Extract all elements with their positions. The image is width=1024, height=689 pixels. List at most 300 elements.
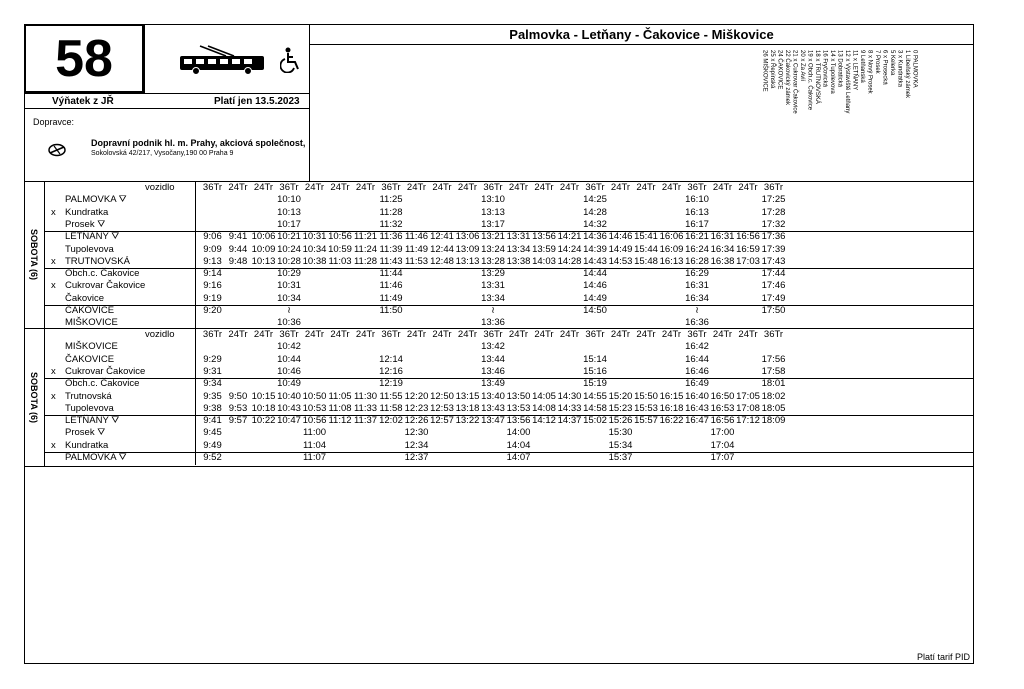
- departure-time: 18:09: [761, 415, 786, 427]
- departure-time: 17:04: [710, 439, 735, 451]
- departure-time: 17:32: [761, 218, 786, 230]
- departure-time: 10:59: [328, 243, 352, 255]
- departure-time: 15:02: [583, 415, 607, 427]
- route-stop: 9 Letňanská: [859, 50, 865, 83]
- departure-time: 9:53: [228, 402, 248, 414]
- departure-time: 14:36: [583, 231, 607, 243]
- stop-name: Kundratka: [65, 439, 109, 451]
- departure-time: 12:44: [430, 243, 454, 255]
- route-stop: 6 x Prosecká: [881, 50, 888, 85]
- departure-time: 16:10: [685, 194, 709, 206]
- vehicle-type: 24Tr: [304, 182, 325, 193]
- vehicle-type: 24Tr: [253, 182, 274, 193]
- stop-name: Obch.c. Čakovice: [65, 378, 140, 390]
- departure-time: 17:58: [761, 365, 786, 377]
- vehicle-type: 24Tr: [508, 182, 529, 193]
- route-stop: 14 x Tupolevova: [829, 50, 835, 94]
- route-stop: 8 x Nový Prosek: [866, 50, 873, 94]
- stop-name: ČAKOVICE: [65, 305, 115, 316]
- departure-time: 10:31: [302, 231, 327, 243]
- departure-time: 15:14: [583, 353, 607, 365]
- departure-time: 16:31: [685, 280, 709, 292]
- departure-time: 17:50: [761, 305, 786, 316]
- departure-time: 9:31: [203, 365, 222, 377]
- departure-time: 9:45: [203, 427, 222, 439]
- departure-time: 17:28: [761, 206, 786, 218]
- departure-time: 11:39: [379, 243, 403, 255]
- on-request-mark: x: [51, 390, 56, 402]
- departure-time: 11:05: [328, 390, 352, 402]
- group-separator: [45, 305, 974, 306]
- departure-time: 11:50: [379, 305, 403, 316]
- departure-time: 13:22: [455, 415, 480, 427]
- departure-time: 10:29: [277, 268, 301, 280]
- departure-time: 12:37: [404, 452, 429, 463]
- departure-time: 13:40: [481, 390, 505, 402]
- departure-time: 16:47: [685, 415, 709, 427]
- route-stop: 0 PALMOVKA: [911, 50, 918, 88]
- excerpt-bar: [24, 93, 310, 109]
- carrier-address: Sokolovská 42/217, Vysočany,190 00 Praha 9: [91, 150, 234, 157]
- departure-time: 11:32: [379, 218, 403, 230]
- departure-time: 10:15: [251, 390, 276, 402]
- departure-time: 9:06: [203, 231, 222, 243]
- departure-time: 9:35: [203, 390, 222, 402]
- excerpt-label: Výňatek z JŘ: [52, 96, 114, 107]
- trolleybus-icon: [178, 44, 266, 76]
- departure-time: 11:25: [379, 194, 403, 206]
- departure-time: 10:46: [277, 365, 301, 377]
- departure-time: 11:28: [353, 255, 378, 267]
- stop-name: ČAKOVICE: [65, 353, 115, 365]
- departure-time: 11:46: [404, 231, 429, 243]
- departure-time: 13:13: [481, 206, 505, 218]
- departure-time: 16:53: [710, 402, 735, 414]
- vehicle-type: 24Tr: [508, 329, 529, 340]
- route-stop: 19 x Obch.c. Čakovice: [806, 50, 813, 111]
- vehicle-type: 36Tr: [687, 182, 707, 193]
- departure-time: 10:18: [251, 402, 276, 414]
- departure-time: 17:08: [736, 402, 760, 414]
- departure-time: 13:34: [506, 243, 531, 255]
- departure-time: 12:50: [430, 390, 454, 402]
- departure-time: 16:36: [685, 317, 709, 329]
- departure-time: 12:23: [404, 402, 429, 414]
- departure-time: 17:46: [761, 280, 786, 292]
- departure-time: 9:34: [203, 378, 222, 390]
- departure-time: 16:59: [736, 243, 760, 255]
- tariff-note: Platí tarif PID: [916, 652, 970, 662]
- vehicle-type: 36Tr: [202, 182, 223, 193]
- day-label-2: SOBOTA (6): [24, 329, 45, 466]
- departure-time: 11:00: [302, 427, 327, 439]
- departure-time: 17:00: [710, 427, 735, 439]
- route-stop: 24 ČAKOVICE: [776, 50, 783, 90]
- departure-time: 15:30: [608, 427, 633, 439]
- route-stop: 3 x Kundratka: [896, 50, 903, 88]
- vehicle-type: 36Tr: [381, 329, 401, 340]
- vehicle-type: 24Tr: [636, 182, 656, 193]
- vehicle-type: 24Tr: [661, 182, 682, 193]
- departure-time: 15:57: [634, 415, 658, 427]
- departure-time: 10:56: [302, 415, 327, 427]
- departure-time: 15:19: [583, 378, 607, 390]
- departure-time: 13:21: [481, 231, 505, 243]
- vehicle-type: 24Tr: [610, 182, 631, 193]
- vehicle-type: 36Tr: [585, 182, 605, 193]
- departure-time: 16:56: [710, 415, 735, 427]
- departure-time: 14:12: [532, 415, 556, 427]
- departure-time: 17:36: [761, 231, 786, 243]
- route-stop: 7 Prosek: [874, 50, 880, 74]
- departure-time: 15:20: [608, 390, 633, 402]
- departure-time: 10:34: [277, 292, 301, 304]
- route-stop: 18 x TRUTNOVSKÁ: [814, 50, 820, 104]
- vehicle-type: 24Tr: [712, 329, 733, 340]
- departure-time: 17:39: [761, 243, 786, 255]
- departure-time: 12:57: [430, 415, 454, 427]
- departure-time: 9:09: [203, 243, 222, 255]
- departure-time: 10:22: [251, 415, 276, 427]
- vehicle-type: 24Tr: [559, 329, 580, 340]
- departure-time: 14:30: [557, 390, 582, 402]
- departure-time: 12:16: [379, 365, 403, 377]
- departure-time: 14:44: [583, 268, 607, 280]
- departure-time: 10:17: [277, 218, 301, 230]
- departure-time: 11:53: [404, 255, 429, 267]
- departure-time: 18:05: [761, 402, 786, 414]
- vehicle-type: 24Tr: [432, 329, 452, 340]
- route-stop: 12 x Výstaviště Letňany: [844, 50, 850, 114]
- departure-time: 10:13: [251, 255, 276, 267]
- day-label-1: SOBOTA (6): [24, 181, 45, 328]
- departure-time: 11:36: [379, 231, 403, 243]
- vehicle-type: 24Tr: [253, 329, 274, 340]
- vehicle-type: 24Tr: [228, 329, 248, 340]
- departure-time: 13:59: [532, 243, 556, 255]
- departure-time: 16:21: [685, 231, 709, 243]
- departure-time: 14:46: [583, 280, 607, 292]
- vehicle-type: 24Tr: [738, 182, 758, 193]
- departure-time: 13:56: [506, 415, 531, 427]
- column-divider: [195, 329, 196, 465]
- departure-time: 16:28: [685, 255, 709, 267]
- departure-time: 13:49: [481, 378, 505, 390]
- route-stop: 21 x Cukrovar Čakovice: [791, 50, 798, 114]
- departure-time: 9:48: [228, 255, 248, 267]
- departure-time: 17:25: [761, 194, 786, 206]
- departure-time: 18:01: [761, 378, 786, 390]
- departure-time: 13:43: [481, 402, 505, 414]
- departure-time: 13:10: [481, 194, 505, 206]
- departure-time: 12:20: [404, 390, 429, 402]
- vehicle-type: 24Tr: [534, 329, 554, 340]
- vehicle-type: 24Tr: [355, 182, 376, 193]
- departure-time: 17:07: [710, 452, 735, 463]
- departure-time: 16:29: [685, 268, 709, 280]
- departure-time: 11:03: [328, 255, 352, 267]
- departure-time: 10:21: [277, 231, 301, 243]
- departure-time: 11:24: [353, 243, 378, 255]
- route-stop: 1 Libeňský zámek: [904, 50, 910, 99]
- stop-name: MIŠKOVICE: [65, 341, 118, 353]
- departure-time: 14:03: [532, 255, 556, 267]
- stop-name: LETŇANY ⛛: [65, 415, 120, 427]
- on-request-mark: x: [51, 365, 56, 377]
- route-stop: 11 x LETŇANY: [851, 50, 858, 91]
- departure-time: 16:22: [659, 415, 684, 427]
- departure-time: 17:12: [736, 415, 760, 427]
- departure-time: 13:17: [481, 218, 505, 230]
- departure-time: 17:05: [736, 390, 760, 402]
- stop-name: LETŇANY ⛛: [65, 231, 120, 243]
- departure-time: 11:58: [379, 402, 403, 414]
- departure-time: 16:09: [659, 243, 684, 255]
- departure-time: 10:49: [277, 378, 301, 390]
- departure-time: 16:34: [710, 243, 735, 255]
- departure-time: 13:44: [481, 353, 505, 365]
- on-request-mark: x: [51, 255, 56, 267]
- departure-time: 12:02: [379, 415, 403, 427]
- stop-name: Čakovice: [65, 292, 105, 304]
- departure-time: 14:37: [557, 415, 582, 427]
- vehicle-label: vozidlo: [145, 182, 175, 193]
- stop-name: Trutnovská: [65, 390, 112, 402]
- departure-time: 10:13: [277, 206, 301, 218]
- departure-time: 15:37: [608, 452, 633, 463]
- departure-time: 16:31: [710, 231, 735, 243]
- vehicle-type: 24Tr: [330, 329, 350, 340]
- departure-time: 9:14: [203, 268, 222, 280]
- departure-time: 9:29: [203, 353, 222, 365]
- stop-name: Tupolevova: [65, 402, 114, 414]
- vehicle-type: 36Tr: [585, 329, 605, 340]
- departure-time: 14:55: [583, 390, 607, 402]
- departure-time: 13:28: [481, 255, 505, 267]
- departure-time: 11:33: [353, 402, 378, 414]
- departure-time: 11:55: [379, 390, 403, 402]
- departure-time: 13:29: [481, 268, 505, 280]
- departure-time: 10:40: [277, 390, 301, 402]
- departure-time: 16:44: [685, 353, 709, 365]
- departure-time: 14:05: [532, 390, 556, 402]
- departure-time: 16:43: [685, 402, 709, 414]
- route-stop: 13 Dobratická: [836, 50, 843, 88]
- stop-name: PALMOVKA ⛛: [65, 452, 127, 463]
- departure-time: 14:49: [608, 243, 633, 255]
- departure-time: 9:57: [228, 415, 248, 427]
- departure-time: 11:37: [353, 415, 378, 427]
- departure-time: 13:18: [455, 402, 480, 414]
- departure-time: 9:41: [203, 415, 222, 427]
- table-bottom-line: [24, 466, 974, 467]
- departure-time: 14:53: [608, 255, 633, 267]
- departure-time: 17:43: [761, 255, 786, 267]
- departure-time: 13:09: [455, 243, 480, 255]
- departure-time: 13:13: [455, 255, 480, 267]
- departure-time: 14:24: [557, 243, 582, 255]
- departure-time: 12:34: [404, 439, 429, 451]
- departure-time: 10:53: [302, 402, 327, 414]
- departure-time: 11:08: [328, 402, 352, 414]
- departure-time: 14:33: [557, 402, 582, 414]
- departure-time: 10:42: [277, 341, 301, 353]
- route-stop-list: [760, 50, 918, 114]
- departure-time: 9:13: [203, 255, 222, 267]
- departure-time: 16:42: [685, 341, 709, 353]
- departure-time: 11:04: [302, 439, 327, 451]
- departure-time: 9:38: [203, 402, 222, 414]
- departure-time: 13:53: [506, 402, 531, 414]
- departure-time: 10:38: [302, 255, 327, 267]
- dpp-logo-icon: [47, 143, 67, 157]
- on-request-mark: x: [51, 280, 56, 292]
- departure-time: 15:48: [634, 255, 658, 267]
- departure-time: 13:31: [506, 231, 531, 243]
- departure-time: 11:30: [353, 390, 378, 402]
- vehicle-type: 36Tr: [279, 182, 299, 193]
- column-divider: [195, 182, 196, 331]
- vehicle-type: 24Tr: [636, 329, 656, 340]
- vehicle-type: 24Tr: [457, 182, 478, 193]
- departure-time: 10:36: [277, 317, 301, 329]
- departure-time: 16:34: [685, 292, 709, 304]
- departure-time: 14:00: [506, 427, 531, 439]
- departure-time: ≀: [491, 305, 495, 316]
- stop-name: Prosek ⛛: [65, 218, 106, 230]
- departure-time: 11:46: [379, 280, 403, 292]
- vehicle-type: 36Tr: [483, 329, 503, 340]
- route-stop: 16 Fryčovická: [821, 50, 828, 88]
- departure-time: 9:49: [203, 439, 222, 451]
- vehicle-type: 24Tr: [712, 182, 733, 193]
- stop-name: Obch.c. Čakovice: [65, 268, 140, 280]
- departure-time: 9:50: [228, 390, 248, 402]
- departure-time: 11:12: [328, 415, 352, 427]
- vehicle-type: 24Tr: [457, 329, 478, 340]
- departure-time: 16:18: [659, 402, 684, 414]
- departure-time: 13:46: [481, 365, 505, 377]
- vehicle-type: 24Tr: [610, 329, 631, 340]
- departure-time: 14:21: [557, 231, 582, 243]
- departure-time: 16:17: [685, 218, 709, 230]
- departure-time: 15:16: [583, 365, 607, 377]
- vehicle-type: 24Tr: [661, 329, 682, 340]
- route-title: Palmovka - Letňany - Čakovice - Miškovice: [309, 25, 974, 45]
- departure-time: 16:46: [685, 365, 709, 377]
- departure-time: 11:44: [379, 268, 403, 280]
- vehicle-label: vozidlo: [145, 329, 175, 340]
- departure-time: 10:09: [251, 243, 276, 255]
- departure-time: 10:28: [277, 255, 301, 267]
- departure-time: 14:25: [583, 194, 607, 206]
- departure-time: ≀: [287, 305, 291, 316]
- departure-time: 15:41: [634, 231, 658, 243]
- departure-time: 12:19: [379, 378, 403, 390]
- departure-time: 13:34: [481, 292, 505, 304]
- departure-time: 17:03: [736, 255, 760, 267]
- vehicle-type: 36Tr: [763, 329, 784, 340]
- departure-time: 14:07: [506, 452, 531, 463]
- departure-time: 13:31: [481, 280, 505, 292]
- stop-name: Prosek ⛛: [65, 427, 106, 439]
- route-stop: 20 x Za Avií: [799, 50, 805, 82]
- departure-time: 14:08: [532, 402, 556, 414]
- departure-time: 14:46: [608, 231, 633, 243]
- departure-time: 10:44: [277, 353, 301, 365]
- departure-time: 12:41: [430, 231, 454, 243]
- vehicle-type: 36Tr: [279, 329, 299, 340]
- vehicle-type: 24Tr: [330, 182, 350, 193]
- departure-time: 16:50: [710, 390, 735, 402]
- departure-time: 9:16: [203, 280, 222, 292]
- departure-time: 16:13: [659, 255, 684, 267]
- departure-time: 16:15: [659, 390, 684, 402]
- departure-time: 10:24: [277, 243, 301, 255]
- stop-name: PALMOVKA ⛛: [65, 194, 127, 206]
- stop-name: Kundratka: [65, 206, 109, 218]
- departure-time: 10:50: [302, 390, 327, 402]
- departure-time: 9:41: [228, 231, 248, 243]
- departure-time: ≀: [695, 305, 699, 316]
- departure-time: 17:56: [761, 353, 786, 365]
- departure-time: 13:50: [506, 390, 531, 402]
- route-stop: 22 Čakovický zámek: [784, 50, 790, 106]
- stop-name: Cukrovar Čakovice: [65, 280, 146, 292]
- departure-time: 14:39: [583, 243, 607, 255]
- departure-time: 16:38: [710, 255, 735, 267]
- vehicle-type: 24Tr: [738, 329, 758, 340]
- departure-time: 11:28: [379, 206, 403, 218]
- departure-time: 15:53: [634, 402, 658, 414]
- stop-name: Cukrovar Čakovice: [65, 365, 146, 377]
- departure-time: 13:42: [481, 341, 505, 353]
- departure-time: 12:48: [430, 255, 454, 267]
- vehicle-type: 24Tr: [304, 329, 325, 340]
- departure-time: 14:28: [557, 255, 582, 267]
- departure-time: 10:43: [277, 402, 301, 414]
- carrier-label: Dopravce:: [33, 117, 75, 127]
- departure-time: 9:44: [228, 243, 248, 255]
- departure-time: 10:06: [251, 231, 276, 243]
- departure-time: 17:49: [761, 292, 786, 304]
- vehicle-type: 24Tr: [228, 182, 248, 193]
- departure-time: 10:56: [328, 231, 352, 243]
- stop-name: MIŠKOVICE: [65, 317, 118, 329]
- departure-time: 14:50: [583, 305, 607, 316]
- departure-time: 11:21: [353, 231, 378, 243]
- departure-time: 14:58: [583, 402, 607, 414]
- departure-time: 11:43: [379, 255, 403, 267]
- departure-time: 13:15: [455, 390, 480, 402]
- route-number: 58: [24, 24, 144, 93]
- departure-time: 12:30: [404, 427, 429, 439]
- departure-time: 16:40: [685, 390, 709, 402]
- departure-time: 13:06: [455, 231, 480, 243]
- departure-time: 13:56: [532, 231, 556, 243]
- vehicle-type: 24Tr: [406, 182, 427, 193]
- vehicle-type: 24Tr: [559, 182, 580, 193]
- departure-time: 13:47: [481, 415, 505, 427]
- departure-time: 14:04: [506, 439, 531, 451]
- departure-time: 16:24: [685, 243, 709, 255]
- departure-time: 15:34: [608, 439, 633, 451]
- departure-time: 10:31: [277, 280, 301, 292]
- on-request-mark: x: [51, 206, 56, 218]
- departure-time: 12:26: [404, 415, 429, 427]
- vehicle-type: 24Tr: [432, 182, 452, 193]
- vehicle-type: 24Tr: [355, 329, 376, 340]
